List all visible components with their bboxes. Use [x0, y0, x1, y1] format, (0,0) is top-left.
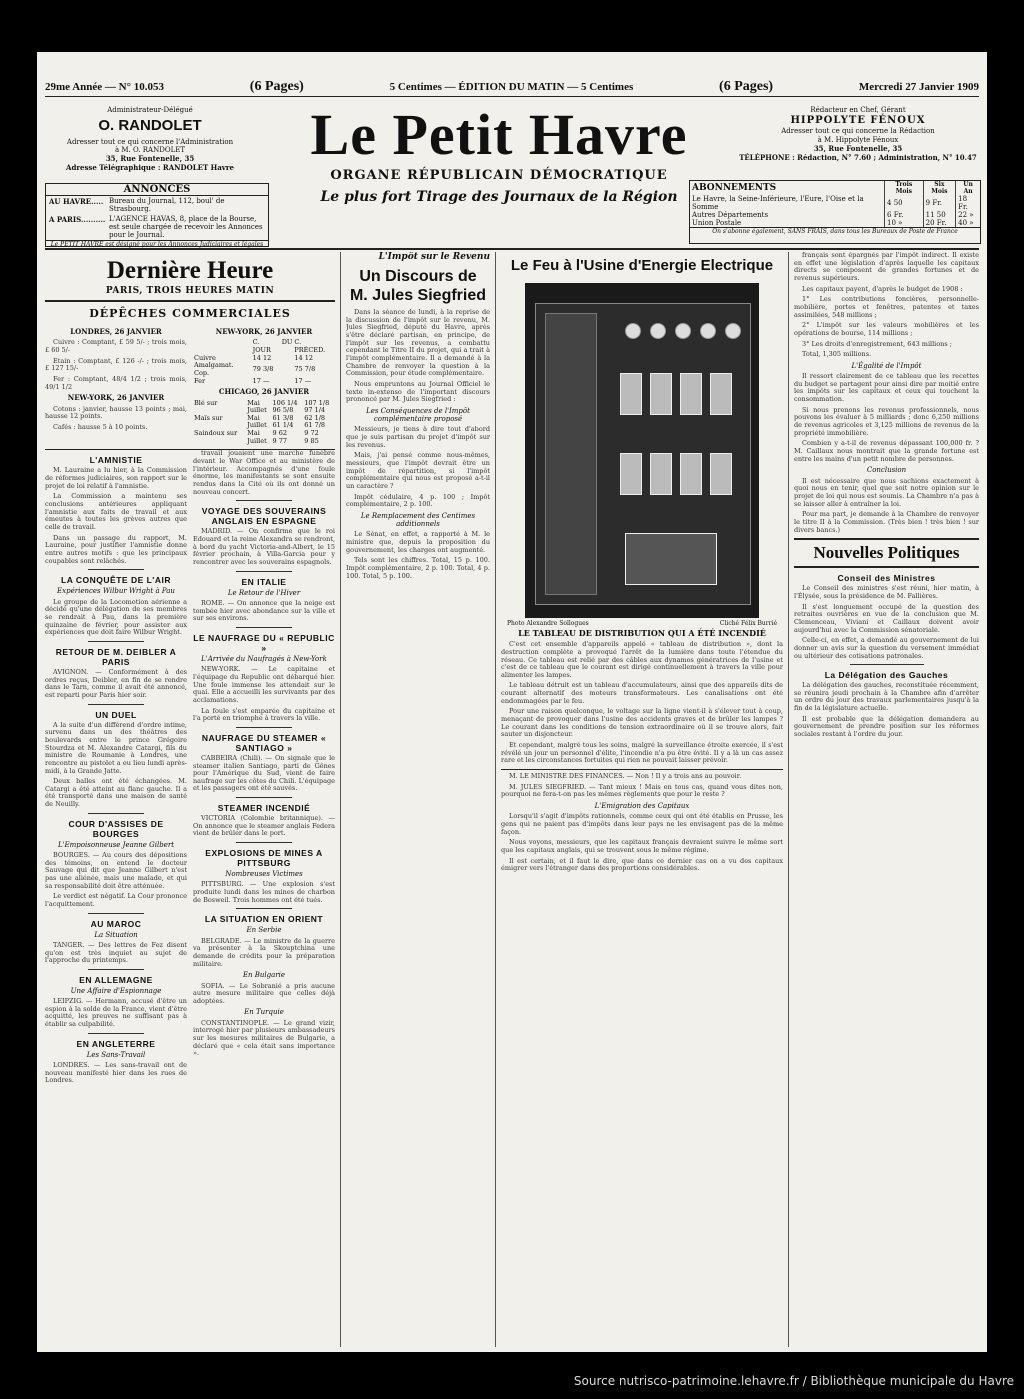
chi-cell: Juillet	[247, 436, 267, 445]
admin-telegraph: Adresse Télégraphique : RANDOLET Havre	[66, 162, 234, 172]
ny-cell: 17 —	[252, 376, 270, 385]
article-subheading: Le Remplacement des Centimes additionnels	[360, 511, 476, 529]
abon-label: Autres Départements	[692, 211, 769, 219]
dial-icon	[700, 323, 716, 339]
kicker: L'Impôt sur le Revenu	[378, 252, 490, 262]
article-text: Dans un passage du rapport, M. Lauraine, pour justifier l'amnistie donne entre autres motifs : que les principaux coupables sont relâchés.	[45, 533, 187, 565]
admin-line1: Adresser tout ce qui concerne l'Administration	[66, 137, 234, 146]
article-text: ROME. — On annonce que la neige est tombée hier avec abondance sur la ville et sur ses environs.	[193, 598, 335, 623]
article-text: La délégation des gauches, reconstituée récemment, se réunira jeudi prochain à la Chambre afin d'arrêter un ordre du jour des travaux parlementaires jusqu'à la fin de la législature actuelle.	[794, 681, 979, 713]
nouvelles-politiques-title: Nouvelles Politiques	[794, 538, 979, 568]
article-text: travail jouaient une marche funèbre devant le War Office et au ministère de l'intérieur. Accompagnés d'une foule énorme, les manifestants se sont ensuite rendus dans la Cité où ils ont donné un nouveau concert.	[193, 449, 335, 496]
article-text: AVIGNON. — Conformément à des ordres reçus, Deibler, en fin de se rendre dans le Tarn, comme il avait été annoncé, est reparti pour Paris hier soir.	[45, 667, 187, 699]
abon-price: 11 50	[923, 211, 956, 219]
top-info-line	[45, 78, 979, 97]
switch-box	[710, 373, 732, 415]
market-left	[45, 325, 187, 445]
chi-cell: 9 85	[304, 436, 319, 445]
director-line1: Adresser tout ce qui concerne la Rédaction	[781, 127, 935, 136]
market-reports	[45, 325, 335, 445]
switch-box	[650, 373, 672, 415]
chi-cell: Mai	[247, 429, 260, 438]
article-text: Le groupe de la Locomotion aérienne a décidé qu'une délégation de ses membres se rendrait à Pau, dans la première quinzaine de février, pour assister aux expériences que doit faire Wilbur Wright.	[45, 597, 187, 637]
article-text: LONDRES. — Les sans-travail ont de nouveau manifesté hier dans les rues de Londres.	[45, 1061, 187, 1085]
article-text: La Commission a maintenu ses conclusions antérieures appliquant l'amnistie aux faits de travail et aux émeutes à toutes les grèves autres que celle de travail.	[45, 492, 187, 532]
switch-box	[625, 533, 717, 585]
issue-number: 29me Année — N° 10.053	[45, 81, 164, 93]
chi-cell: 106 1/4	[272, 398, 298, 407]
ny2-title: NEW-YORK, 26 JANVIER	[215, 327, 313, 337]
article-heading: RETOUR DE M. DEIBLER A PARIS	[55, 646, 177, 667]
article-text: Il est certain, et il faut le dire, que dans ce dernier cas on a vu des capitaux émigrer vers l'étranger dans des proportions considérables.	[501, 856, 783, 873]
annonces-box	[45, 183, 269, 247]
article-text: Pour ma part, je demande à la Chambre de renvoyer le titre II à la Commission. (Très bien ! très bien ! sur divers bancs.)	[794, 510, 979, 534]
photo-credit-left: Photo Alexandre Sollogues	[507, 619, 589, 627]
chi-cell: 96 5/8	[272, 406, 294, 415]
annonces-note: Le PETIT HAVRE est désigné pour les Annonces Judiciaires et légales	[46, 240, 268, 248]
column-divider	[495, 252, 496, 1347]
chi-cell: 107 1/8	[304, 398, 330, 407]
ny-header: C. PRÉCED.	[294, 338, 326, 354]
ny-cell: 75 7/8	[294, 365, 316, 374]
article-heading: EXPLOSIONS DE MINES A PITTSBURG	[205, 848, 323, 869]
abonnements-note: On s'abonne également, SANS FRAIS, dans tous les Bureaux de Poste de France	[690, 227, 980, 235]
dial-icon	[650, 323, 666, 339]
col1-lower-left	[45, 450, 187, 1088]
article-heading: LA CONQUÊTE DE L'AIR	[61, 575, 171, 586]
ny-table	[193, 339, 335, 385]
article-subheading: L'Emigration des Capitaux	[594, 802, 690, 811]
article-heading: LE NAUFRAGE DU « REPUBLIC »	[193, 632, 335, 653]
list-item: 1° Les contributions foncières, personnelle-mobilière, portes et fenêtres, patentes et taxes assimilées, 548 millions ;	[794, 295, 979, 319]
article-text: Il est probable que la délégation demandera au gouvernement de prendre position sur les réformes sociales restant à l'ordre du jour.	[794, 714, 979, 739]
list-item: 3° Les droits d'enregistrement, 643 millions ;	[802, 339, 952, 348]
article-text: Nous empruntons au Journal Officiel le texte in-extenso de l'important discours prononcé par M. Jules Siegfried :	[346, 379, 490, 404]
article-text: TANGER. — Des lettres de Fez disent qu'on est très inquiet au sujet de l'approche du printemps.	[45, 940, 187, 965]
ny-cell: 79 3/8	[252, 365, 274, 374]
ny-cell: 14 12	[252, 353, 272, 362]
issue-date: Mercredi 27 Janvier 1909	[858, 81, 979, 93]
newspaper-tagline: Le plus fort Tirage des Journaux de la Région	[320, 189, 678, 205]
article-heading: UN DUEL	[95, 709, 137, 720]
article-subheading: Le Retour de l'Hiver	[227, 588, 301, 597]
abon-price: 6 Fr.	[885, 211, 924, 219]
londres-title: LONDRES, 26 JANVIER	[70, 327, 162, 337]
article-subheading: En Bulgarie	[242, 971, 286, 980]
article-text: Le tableau détruit est un tableau d'accumulateurs, ainsi que des appareils dits de courant alternatif des moteurs transformateurs. Les canalisations ont été endommagées par le feu.	[501, 681, 783, 705]
article-heading: LA SITUATION EN ORIENT	[204, 914, 324, 925]
switch-box	[545, 313, 597, 595]
photo-headline: Le Feu à l'Usine d'Energie Electrique	[510, 257, 774, 274]
chi-cell: Juillet	[247, 421, 267, 430]
column-3	[346, 252, 490, 1347]
article-text: Tels sont les chiffres. Total, 15 p. 100. Impôt complémentaire, 2 p. 100. Total, 4 p. 100. Total, 5 p. 100.	[346, 556, 490, 580]
article-text: M. LE MINISTRE DES FINANCES. — Non ! Il y a trois ans au pouvoir.	[509, 772, 742, 781]
article-heading: VOYAGE DES SOUVERAINS ANGLAIS EN ESPAGNE	[201, 506, 327, 527]
article-heading: EN ANGLETERRE	[76, 1038, 156, 1049]
abon-price: 9 Fr.	[923, 195, 956, 211]
market-right	[193, 325, 335, 445]
annonces-paris-text: L'AGENCE HAVAS, 8, place de la Bourse, est seule chargée de recevoir les Annonces pour le Journal.	[109, 215, 263, 239]
photo-credit-right: Cliché Félix Burrié	[719, 619, 777, 627]
article-text: Et cependant, malgré tous les soins, malgré la surveillance étroite exercée, il s'est révélé un jour un personnel d'élite, l'incendie n'a pu être évité. Il y a là un cas assez rare et les circonstances fortuites qui rien ne pouvait laisser prévoir.	[501, 741, 783, 765]
article-heading: L'AMNISTIE	[89, 455, 143, 466]
article-text: M. JULES SIEGFRIED. — Tant mieux ! Mais en tous cas, quand vous dites non, pourquoi ne fera-t-on pas les mêmes règlements que pour le reste ?	[501, 782, 783, 799]
abon-price: 40 »	[956, 219, 980, 227]
dial-icon	[675, 323, 691, 339]
column-5	[794, 252, 979, 1347]
ny-cell: Amalgamat. Cop.	[194, 361, 234, 377]
newspaper-title: Le Petit Havre	[310, 102, 688, 167]
column-4	[501, 252, 783, 1347]
abon-label: Union Postale	[692, 219, 742, 227]
article-text: Les capitaux payent, d'après le budget de 1908 :	[802, 284, 963, 293]
article-text: Deux balles ont été échangées. M. Catargi a été atteint au flanc gauche. Il a été transporté dans une maison de santé de Neuilly.	[45, 777, 187, 809]
pages-right: (6 Pages)	[719, 79, 774, 94]
switch-box	[650, 453, 672, 495]
masthead	[269, 104, 729, 205]
article-text: BOURGES. — Au cours des dépositions des témoins, on entend le docteur Sauvage qui dit que Jeanne Gilbert n'est pas une aliénée, mais une malade, et qui sa responsabilité doit être atténuée.	[45, 851, 187, 890]
abon-price: 18 Fr.	[956, 195, 980, 211]
article-text: Mais, j'ai pensé comme nous-mêmes, messieurs, que l'impôt devrait être un impôt de répartition, si l'impôt complémentaire qui nous est proposé a-t-il un caractère ?	[346, 451, 490, 490]
abon-price: 20 Fr.	[923, 219, 956, 227]
chi-cell: Saindoux sur	[194, 429, 238, 438]
chi-cell: Mai	[247, 398, 260, 407]
abon-header: Trois Mois	[885, 181, 924, 195]
article-text: BELGRADE. — Le ministre de la guerre va présenter à la Skouptchina une demande de crédits pour la préparation militaire.	[193, 936, 335, 968]
switch-box	[620, 373, 642, 415]
director-role: Rédacteur en Chef, Gérant	[810, 106, 906, 114]
article-text: CABBEIRA (Chili). — On signale que le steamer italien Santiago, parti de Gênes pour l'Amérique du Sud, vient de faire naufrage sur les côtes du Chili. L'équipage et les passagers ont été sauvés.	[193, 753, 335, 793]
main-headline	[346, 267, 490, 305]
switch-box	[680, 373, 702, 415]
abon-label: Le Havre, la Seine-Inférieure, l'Eure, l'Oise et la Somme	[692, 195, 864, 211]
article-text: Le verdict est négatif. La Cour prononce l'acquittement.	[45, 892, 187, 908]
article-text: VICTORIA (Colombie britannique). — On annonce que le steamer anglais Federa vient de brûler dans le port.	[193, 814, 335, 838]
article-heading: AU MAROC	[90, 918, 142, 929]
article-text: Messieurs, je tiens à dire tout d'abord que je suis partisan du projet d'impôt sur les revenus.	[346, 425, 490, 449]
switchboard-photo	[525, 283, 759, 618]
article-text: Lorsqu'il s'agit d'impôts rationnels, comme ceux qui ont été établis en Prusse, les gens qui ne paient pas d'impôts dans leur pays ne les envisagent pas de la même façon.	[501, 812, 783, 836]
derniere-heure-title: Dernière Heure	[106, 257, 274, 284]
table-row	[193, 362, 335, 377]
article-heading: Conseil des Ministres	[837, 573, 936, 584]
column-divider	[788, 252, 789, 1347]
article-subheading: Les Sans-Travail	[86, 1050, 146, 1059]
director-line2: à M. Hippolyte Fénoux	[817, 136, 899, 144]
article-text: Le Sénat, en effet, a rapporté à M. le ministre que, depuis la proposition du gouvernement, les charges ont augmenté.	[346, 530, 490, 554]
photo-caption	[507, 620, 777, 627]
article-text: Pour une raison quelconque, le voltage sur la ligne vient-il à s'élever tout à coup, menaçant de provoquer dans l'usine des accidents graves et de brûler les lampes ? Le courant dans les conditions de tension extraordinaire où il se trouve alors, fait sauter un disjoncteur.	[501, 707, 783, 739]
director-block	[737, 106, 979, 162]
market-line: Fer : Comptant, 48/4 1/2 ; trois mois, 49/1 1/2	[45, 374, 187, 391]
col1-lower	[45, 449, 335, 1088]
derniere-heure-sub: PARIS, TROIS HEURES MATIN	[45, 286, 335, 303]
article-subheading: Nombreuses Victimes	[225, 870, 303, 879]
article-text: PITTSBURG. — Une explosion s'est produite lundi dans les mines de charbon de Bosweil. Trois hommes ont été tués.	[193, 880, 335, 904]
chi-cell: Maïs sur	[194, 413, 223, 422]
admin-address: 35, Rue Fontenelle, 35	[105, 154, 195, 163]
chi-cell: 61 3/8	[272, 413, 294, 422]
source-credit: Source nutrisco-patrimoine.lehavre.fr / Bibliothèque municipale du Havre	[573, 1374, 1014, 1388]
administrator-block	[45, 106, 255, 173]
switch-box	[710, 453, 732, 495]
admin-line2: à M. O. RANDOLET	[114, 146, 186, 155]
col1-lower-right	[193, 450, 335, 1088]
abon-header: Six Mois	[923, 181, 956, 195]
list-item: Total, 1,305 millions.	[802, 350, 872, 359]
article-text: LEIPZIG. — Hermann, accusé d'être un espion à la solde de la France, vient d'être acquitté, les preuves ne suffisant pas à établir sa culpabilité.	[45, 997, 187, 1029]
article-subheading: Une Affaire d'Espionnage	[70, 986, 162, 995]
article-text: Si nous prenons les revenus professionnels, nous pouvons les évaluer à 5 milliards ; donc 6,250 millions de revenus agricoles et 3,125 millions de revenus de la propriété immobilière.	[794, 405, 979, 437]
article-text: Le Conseil des ministres s'est réuni, hier matin, à l'Élysée, sous la présidence de M. Fallières.	[794, 584, 979, 600]
col4-lower	[501, 769, 783, 873]
dial-icon	[725, 323, 741, 339]
market-line: Etain : Comptant, £ 126 -/- ; trois mois, £ 127 15/-	[45, 356, 187, 373]
abon-price: 22 »	[956, 211, 980, 219]
article-subheading: La Situation	[94, 930, 138, 939]
abon-row	[690, 195, 980, 211]
table-row	[193, 438, 335, 446]
article-text: CONSTANTINOPLE. — Le grand vizir, interrogé hier par plusieurs ambassadeurs sur les mesures militaires de Bulgarie, a déclaré que « cela était sans importance ».	[193, 1018, 335, 1058]
article-text: A la suite d'un différend d'ordre intime, survenu dans un des théâtres des boulevards entre le prince Grégoire Stourdza et M. Alexandre Catargi, fils du ministre de Roumanie à Londres, une rencontre au pistolet a eu lieu lundi après-midi, à la Grande Jatte.	[45, 720, 187, 775]
article-text: Il est nécessaire que nous sachions exactement à quoi nous en tenir, quel que soit notre opinion sur le projet de loi qui nous est soumis. La Chambre n'a pas à se laisser aller à entraîner la loi.	[794, 476, 979, 508]
dial-icon	[625, 323, 641, 339]
article-subheading: Conclusion	[866, 466, 907, 475]
article-text: Nous voyons, messieurs, que les capitaux français devraient suivre le même sort que les capitaux anglais, qui se trouvent sous le même régime.	[501, 838, 783, 854]
abonnements-box	[689, 180, 981, 244]
newspaper-page	[37, 52, 987, 1352]
admin-name: O. RANDOLET	[98, 116, 202, 134]
article-text: MADRID. — On confirme que le roi Edouard et la reine Alexandra se rendront, à bord du yacht Victoria-and-Albert, le 15 février prochain, à Villa-Garcia pour y rencontrer avec les souverains espagnols.	[193, 527, 335, 567]
director-phone: TÉLÉPHONE : Rédaction, N° 7.60 ; Administration, N° 10.47	[739, 152, 977, 162]
ny-cell: 14 12	[294, 353, 314, 362]
table-row	[193, 378, 335, 386]
market-line: Cafés : hausse 5 à 10 points.	[53, 422, 148, 431]
article-heading: La Délégation des Gauches	[824, 670, 949, 681]
abon-price: 4 50	[885, 195, 924, 211]
article-text: Celle-ci, en effet, a demandé au gouvernement de lui donner un avis sur la question du versement immédiat ou ultérieur des cotisations patronales.	[794, 636, 979, 660]
article-subheading: L'Empoisonneuse Jeanne Gilbert	[57, 840, 175, 849]
column-1	[45, 252, 335, 1347]
chi-cell: Juillet	[247, 406, 267, 415]
market-line: Cuivre : Comptant, £ 59 5/- ; trois mois, £ 60 5/-	[45, 338, 187, 354]
annonces-havre-label: AU HAVRE.....	[49, 197, 104, 206]
list-item: 2° L'impôt sur les valeurs mobilières et les opérations de bourse, 114 millions ;	[794, 321, 979, 337]
article-text: NEW-YORK. — Le capitaine et l'équipage du Republic ont débarqué hier. Une foule immense les attendait sur le quai. Elle a accueilli les survivants par des acclamations.	[193, 665, 335, 704]
chi-cell: 9 62	[272, 429, 288, 438]
switch-box	[620, 453, 642, 495]
ny-header: C. DU JOUR	[252, 338, 293, 354]
article-text: Dans la séance de lundi, à la reprise de la discussion de l'impôt sur le revenu, M. Jules Siegfried, député du Havre, après s'être déclaré partisan, en principe, de l'impôt sur les revenus, a combattu cependant le Titre II du projet, qui a trait à l'impôt complémentaire. Il a demandé à la Chambre de renvoyer la question à la Commission, pour étude complémentaire.	[346, 307, 490, 378]
article-heading: EN ITALIE	[241, 576, 287, 587]
article-text: M. Lauraine a lu hier, à la Commission de réformes judiciaires, son rapport sur le projet de loi relatif à l'amnistie.	[45, 466, 187, 490]
chi-cell: Mai	[247, 413, 260, 422]
article-subheading: L'Égalité de l'Impôt	[851, 361, 922, 370]
newspaper-subtitle: ORGANE RÉPUBLICAIN DÉMOCRATIQUE	[330, 168, 668, 183]
abon-header: Un An	[956, 181, 980, 195]
chicago-title: CHICAGO, 26 JANVIER	[218, 387, 310, 397]
annonces-paris-label: A PARIS..........	[49, 215, 106, 224]
abonnements-title: ABONNEMENTS	[692, 183, 777, 193]
switch-box	[680, 453, 702, 495]
ny-title: NEW-YORK, 26 JANVIER	[67, 393, 165, 403]
director-address: 35, Rue Fontenelle, 35	[813, 143, 903, 153]
article-text: Combien y a-t-il de revenus dépassant 100,000 fr. ? M. Caillaux nous montrait que la grande fortune est entre les mains d'un petit nombre de personnes.	[794, 439, 979, 463]
annonces-havre-text: Bureau du Journal, 112, boul' de Strasbourg.	[109, 197, 225, 213]
edition-price: 5 Centimes — ÉDITION DU MATIN — 5 Centimes	[389, 81, 634, 93]
article-text: français sont épargnés par l'impôt indirect. Il existe en effet une législation d'après laquelle les capitaux directs se composent de grandes fortunes et de revenus supérieurs.	[794, 252, 979, 282]
chi-cell	[193, 438, 246, 446]
article-text: La foule s'est emparée du capitaine et l'a porté en triomphe à travers la ville.	[193, 706, 335, 723]
chi-cell: 61 1/4	[272, 421, 294, 430]
headline-line2: M. Jules Siegfried	[349, 286, 487, 304]
abon-row	[690, 211, 980, 219]
article-text: C'est cet ensemble d'appareils appelé « tableau de distribution », dont la destruction complète a provoqué l'arrêt de la lumière dans toute l'étendue du réseau. Ce tableau est relié par des câbles aux dynamos génératrices de l'usine et c'est de ce tableau que le courant est dirigé continuellement à travers la ville pour alimenter les lampes.	[501, 640, 783, 679]
pages-left: (6 Pages)	[249, 79, 304, 94]
article-heading: COUR D'ASSISES DE BOURGES	[68, 818, 164, 839]
market-line: Cotons : janvier, hausse 13 points ; mai, hausse 12 points.	[45, 404, 187, 421]
chi-cell: 61 7/8	[304, 421, 326, 430]
article-heading: EN ALLEMAGNE	[79, 974, 153, 985]
ny-header	[193, 339, 252, 354]
depeches-title: DÉPÊCHES COMMERCIALES	[89, 307, 291, 321]
chi-cell: 62 1/8	[304, 413, 326, 422]
chi-cell: 9 77	[272, 436, 288, 445]
article-subheading: En Turquie	[244, 1008, 284, 1017]
chi-cell: 9 72	[304, 429, 319, 438]
header-rule	[45, 248, 979, 250]
headline-line1: Un Discours de	[359, 267, 477, 285]
photo-subtitle: LE TABLEAU DE DISTRIBUTION QUI A ÉTÉ INCENDIÉ	[518, 627, 766, 638]
article-subheading: Les Conséquences de l'Impôt complémentaire proposé	[366, 406, 470, 424]
abon-price: 10 »	[885, 219, 924, 227]
article-heading: NAUFRAGE DU STEAMER « SANTIAGO »	[201, 732, 327, 753]
director-name: HIPPOLYTE FÉNOUX	[790, 114, 926, 126]
article-subheading: En Serbie	[246, 926, 282, 935]
chicago-table	[193, 400, 335, 446]
abon-row	[690, 219, 980, 227]
admin-role: Administrateur-Délégué	[107, 106, 193, 114]
chi-cell: Blé sur	[194, 398, 218, 407]
article-text: SOFIA. — Le Sobranié a pris aucune autre mesure militaire que celles déjà adoptées.	[193, 981, 335, 1005]
article-text: Il s'est longuement occupé de la question des retraites ouvrières en vue de la conclusion que M. Clemenceau, Viviani et Caillaux doivent avoir aujourd'hui avec la Commission sénatoriale.	[794, 602, 979, 634]
chi-cell: 97 1/4	[304, 406, 326, 415]
column-divider	[340, 252, 341, 1347]
annonces-title: ANNONCES	[46, 184, 268, 196]
article-text: Impôt cédulaire, 4 p. 100 ; Impôt complémentaire, 2 p. 100.	[346, 492, 490, 509]
article-heading: STEAMER INCENDIÉ	[217, 803, 311, 814]
ny-cell: 17 —	[294, 376, 312, 385]
article-subheading: Expériences Wilbur Wright à Pau	[57, 587, 175, 596]
ny-cell: Fer	[194, 376, 206, 385]
article-subheading: L'Arrivée du Naufragés à New-York	[201, 654, 327, 663]
article-text: Il ressort clairement de ce tableau que les recettes du budget se partagent pour ainsi dire par moitié entre les impôts sur les capitaux et ceux qui touchent la consommation.	[794, 372, 979, 404]
ny-cell: Cuivre	[194, 353, 216, 362]
